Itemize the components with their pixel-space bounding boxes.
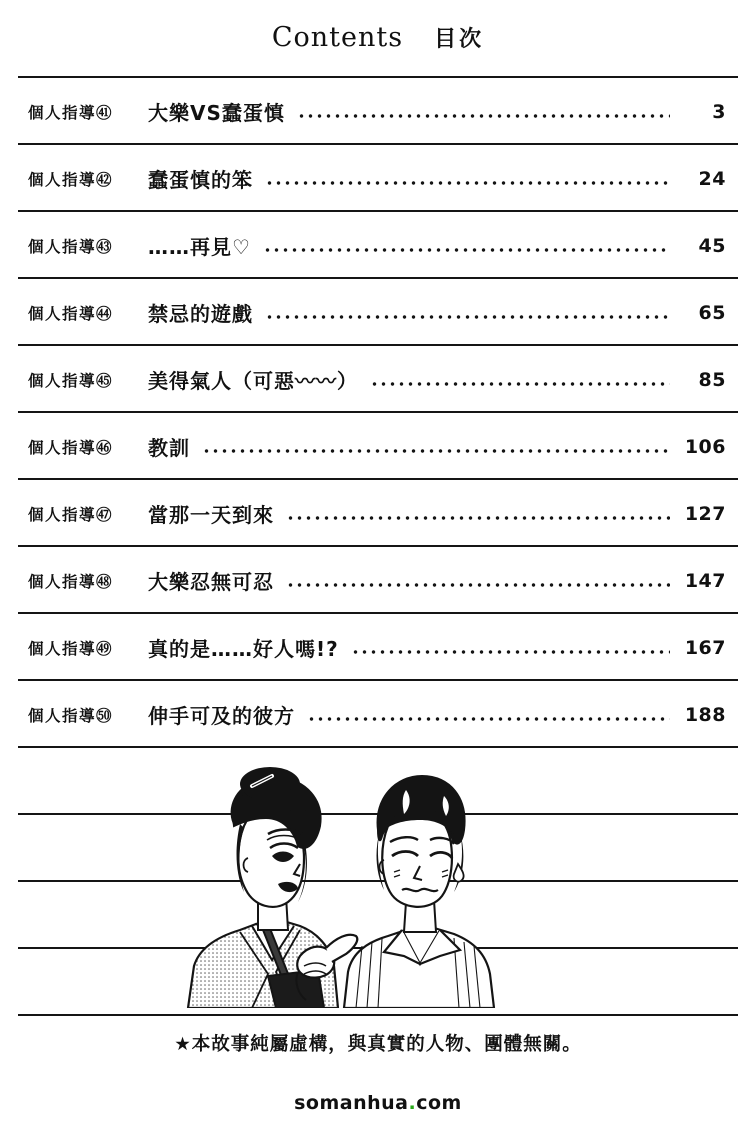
toc-entry[interactable] [0, 279, 756, 346]
dot-leader [265, 170, 670, 188]
toc-entry[interactable] [0, 145, 756, 212]
toc-entry[interactable] [0, 480, 756, 547]
chapter-label: 個人指導㊽ [28, 572, 114, 591]
chapter-label: 個人指導㊸ [28, 237, 114, 256]
site-watermark [0, 1092, 756, 1114]
chapter-title: 禁忌的遊戲 [148, 302, 253, 326]
dot-leader [307, 706, 670, 724]
page-number: 85 [698, 368, 726, 391]
chapter-title: 伸手可及的彼方 [148, 704, 295, 728]
chapter-label: 個人指導㊷ [28, 170, 114, 189]
chapter-label: 個人指導㊾ [28, 639, 114, 658]
toc-entry[interactable] [0, 614, 756, 681]
chapter-title: ……再見♡ [148, 235, 251, 259]
manga-illustration-svg [148, 760, 518, 1008]
chapter-title: 真的是……好人嗎!? [148, 637, 339, 661]
dot-leader [263, 237, 670, 255]
page-number: 147 [684, 569, 726, 592]
toc-entry[interactable] [0, 78, 756, 145]
chapter-label: 個人指導㊻ [28, 438, 114, 457]
dot-leader [265, 304, 670, 322]
toc-entry[interactable] [0, 413, 756, 480]
toc-entry[interactable] [0, 212, 756, 279]
dot-leader [286, 505, 670, 523]
manga-illustration [148, 760, 518, 1008]
page-number: 127 [684, 502, 726, 525]
toc-entry[interactable] [0, 346, 756, 413]
dot-leader [297, 103, 670, 121]
chapter-label: 個人指導㊼ [28, 505, 114, 524]
dot-leader [202, 438, 670, 456]
disclaimer-note: ★本故事純屬虛構，與真實的人物、團體無關。 [174, 1034, 582, 1055]
page-number: 24 [698, 167, 726, 190]
dot-leader [370, 371, 670, 389]
watermark-prefix: somanhua [294, 1092, 409, 1114]
chapter-label: 個人指導㊺ [28, 371, 114, 390]
page-header [0, 0, 756, 72]
chapter-label: 個人指導㊹ [28, 304, 114, 323]
chapter-title: 大樂VS蠢蛋慎 [148, 101, 285, 125]
chapter-label: 個人指導㊿ [28, 706, 114, 725]
table-of-contents [0, 78, 756, 748]
dot-leader [351, 639, 670, 657]
chapter-title: 蠢蛋慎的笨 [148, 168, 253, 192]
toc-entry[interactable] [0, 547, 756, 614]
contents-title-cjk: 目次 [434, 27, 485, 52]
page-number: 65 [698, 301, 726, 324]
dot-leader [286, 572, 670, 590]
page-number: 106 [684, 435, 726, 458]
watermark-suffix: com [416, 1092, 462, 1114]
page-number: 188 [684, 703, 726, 726]
chapter-title: 教訓 [148, 436, 190, 460]
chapter-label: 個人指導㊶ [28, 103, 114, 122]
page-number: 45 [698, 234, 726, 257]
watermark-dot: . [408, 1092, 417, 1114]
page-number: 167 [684, 636, 726, 659]
illustration-area [0, 748, 756, 1020]
toc-entry[interactable] [0, 681, 756, 748]
contents-title-en: Contents [271, 22, 404, 53]
chapter-title: 大樂忍無可忍 [148, 570, 274, 594]
chapter-title: 美得氣人（可惡〰〰） [148, 369, 358, 393]
chapter-title: 當那一天到來 [148, 503, 274, 527]
page-number: 3 [712, 100, 726, 123]
